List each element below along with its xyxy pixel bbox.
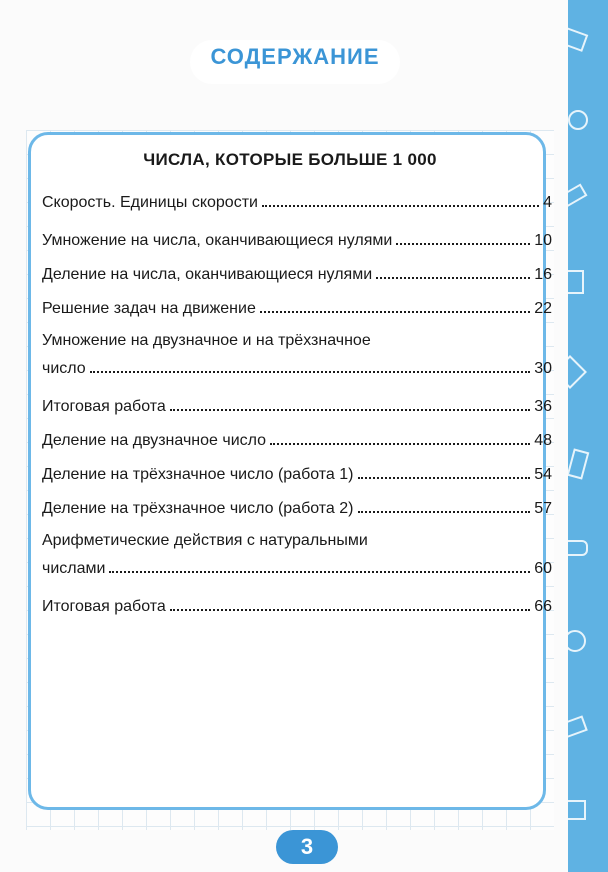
dot-leader <box>262 205 539 207</box>
toc-entry-page: 36 <box>534 398 552 415</box>
page-number-badge: 3 <box>276 830 338 864</box>
toc-entry[interactable] <box>42 228 552 250</box>
dot-leader <box>396 243 530 245</box>
toc-entry-label: Умножение на числа, оканчивающиеся нулями <box>42 232 393 249</box>
dot-leader <box>260 311 530 313</box>
dot-leader <box>358 477 531 479</box>
decorative-shape <box>566 270 584 294</box>
toc-entry-page: 30 <box>534 360 552 377</box>
decorative-shape <box>567 448 590 479</box>
decorative-shape <box>566 800 586 820</box>
toc-entry-page: 48 <box>534 432 552 449</box>
toc-entry-label: Деление на трёхзначное число (работа 1) <box>42 466 354 483</box>
toc-entry[interactable] <box>42 356 552 378</box>
dot-leader <box>109 571 530 573</box>
toc-entry-label: Деление на двузначное число <box>42 432 267 449</box>
toc-entry[interactable] <box>42 394 552 416</box>
toc-entry-label: Итоговая работа <box>42 598 166 615</box>
page-title: СОДЕРЖАНИЕ <box>210 44 380 69</box>
toc-entry-page: 54 <box>534 466 552 483</box>
toc-entry-label-line1: Умножение на двузначное и на трёхзначное <box>42 332 371 349</box>
toc-entry-page: 66 <box>534 598 552 615</box>
toc-entry-page: 22 <box>534 300 552 317</box>
dot-leader <box>270 443 530 445</box>
toc-entry-label-line2: число <box>42 360 86 377</box>
toc-entry[interactable] <box>42 190 552 212</box>
toc-entry[interactable] <box>42 262 552 284</box>
toc-entry-page: 57 <box>534 500 552 517</box>
toc-entry-page: 10 <box>534 232 552 249</box>
dot-leader <box>90 371 531 373</box>
toc-entry[interactable] <box>42 594 552 616</box>
decorative-shape <box>568 110 588 130</box>
toc-entry[interactable] <box>42 428 552 450</box>
toc-entry[interactable] <box>42 556 552 578</box>
toc-entry-label: Итоговая работа <box>42 398 166 415</box>
toc-entry[interactable] <box>42 462 552 484</box>
dot-leader <box>358 511 531 513</box>
toc-entry-label: Деление на числа, оканчивающиеся нулями <box>42 266 373 283</box>
toc-entry[interactable] <box>42 296 552 318</box>
dot-leader <box>376 277 530 279</box>
toc-entry-page: 4 <box>543 194 552 211</box>
toc-entry-label-line2: числами <box>42 560 106 577</box>
toc-entry-label-line1: Арифметические действия с натуральными <box>42 532 368 549</box>
dot-leader <box>170 409 530 411</box>
section-heading: ЧИСЛА, КОТОРЫЕ БОЛЬШЕ 1 000 <box>143 150 437 169</box>
toc-entry-page: 16 <box>534 266 552 283</box>
toc-entry-label: Деление на трёхзначное число (работа 2) <box>42 500 354 517</box>
toc-entry[interactable] <box>42 496 552 518</box>
toc-entry-label: Решение задач на движение <box>42 300 256 317</box>
toc-entry-label: Скорость. Единицы скорости <box>42 194 258 211</box>
toc-entry-page: 60 <box>534 560 552 577</box>
dot-leader <box>170 609 530 611</box>
